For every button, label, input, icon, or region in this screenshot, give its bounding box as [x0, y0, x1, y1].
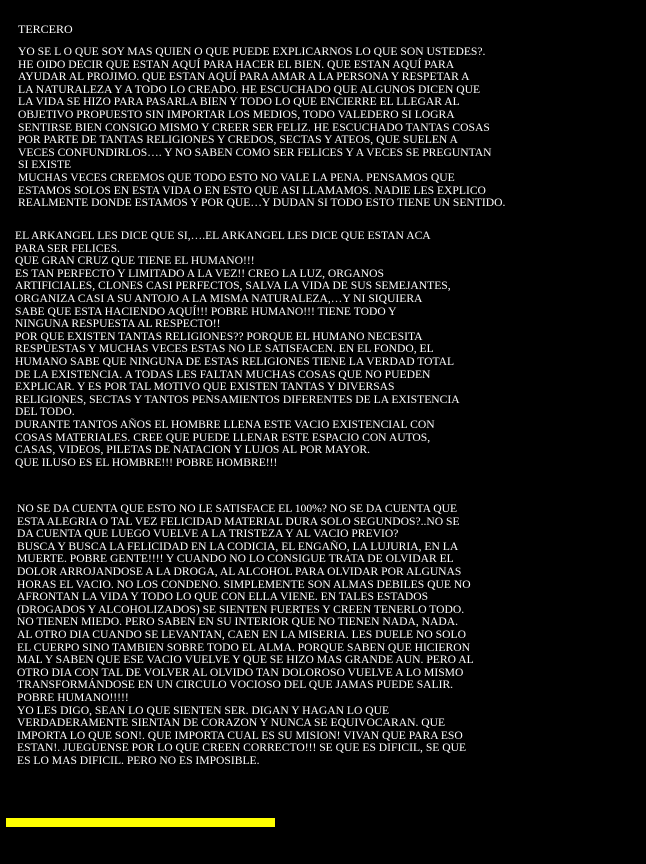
text-line: SI EXISTE [18, 158, 72, 172]
text-line: CASAS, VIDEOS, PILETAS DE NATACION Y LUJOS AL POR MAYOR. [15, 443, 371, 457]
text-line: VECES CONFUNDIRLOS…. Y NO SABEN COMO SER FELICES Y A VECES SE PREGUNTAN [18, 145, 492, 159]
text-line: RESPUESTAS Y MUCHAS VECES ESTAS NO LE SATISFACEN. EN EL FONDO, EL [15, 342, 434, 356]
text-line: EL ARKANGEL LES DICE QUE SI,….EL ARKANGEL LES DICE QUE ESTAN ACA [15, 229, 431, 242]
text-line: HE OIDO DECIR QUE ESTAN AQUÍ PARA HACER EL BIEN. QUE ESTAN AQUÍ PARA [18, 57, 455, 71]
yellow-highlight-bar [6, 818, 275, 827]
paragraph-2 [15, 230, 460, 469]
paragraph-1 [18, 46, 505, 210]
text-line: OBJETIVO PROPUESTO SIN IMPORTAR LOS MEDIOS, TODO VALEDERO SI LOGRA [18, 107, 455, 121]
text-line: HUMANO SABE QUE NINGUNA DE ESTAS RELIGIONES TIENE LA VERDAD TOTAL [15, 354, 455, 368]
text-line: POR QUE EXISTEN TANTAS RELIGIONES?? PORQUE EL HUMANO NECESITA [15, 329, 423, 343]
text-line: AFRONTAN LA VIDA Y TODO LO QUE CON ELLA VIENE. EN TALES ESTADOS [17, 590, 429, 604]
text-line: ARTIFICIALES, CLONES CASI PERFECTOS, SALVA LA VIDA DE SUS SEMEJANTES, [15, 279, 451, 293]
text-line: ES LO MAS DIFICIL. PERO NO ES IMPOSIBLE. [17, 753, 260, 767]
text-line: DEL TODO. [15, 405, 75, 419]
text-line: POR PARTE DE TANTAS RELIGIONES Y CREDOS, SECTAS Y ATEOS, QUE SUELEN A [18, 133, 458, 147]
text-line: DE LA EXISTENCIA. A TODAS LES FALTAN MUCHAS COSAS QUE NO PUEDEN [15, 367, 431, 381]
text-line: IMPORTA LO QUE SON!. QUE IMPORTA CUAL ES SU MISION! VIVAN QUE PARA ESO [17, 728, 463, 742]
text-line: NINGUNA RESPUESTA AL RESPECTO!! [15, 317, 221, 331]
text-line: VERDADERAMENTE SIENTAN DE CORAZON Y NUNCA SE EQUIVOCARAN. QUE [17, 716, 446, 730]
text-line: DOLOR ARROJANDOSE A LA DROGA, AL ALCOHOL PARA OLVIDAR POR ALGUNAS [17, 564, 462, 578]
text-line: ORGANIZA CASI A SU ANTOJO A LA MISMA NATURALEZA,…Y NI SIQUIERA [15, 291, 423, 305]
text-line: BUSCA Y BUSCA LA FELICIDAD EN LA CODICIA, EL ENGAÑO, LA LUJURIA, EN LA [17, 539, 459, 553]
text-line: YO LES DIGO, SEAN LO QUE SIENTEN SER. DIGAN Y HAGAN LO QUE [17, 703, 390, 717]
text-line: NO TIENEN MIEDO. PERO SABEN EN SU INTERIOR QUE NO TIENEN NADA, NADA. [17, 615, 459, 629]
text-line: COSAS MATERIALES. CREE QUE PUEDE LLENAR ESTE ESPACIO CON AUTOS, [15, 430, 431, 444]
text-line: ESTAMOS SOLOS EN ESTA VIDA O EN ESTO QUE ASI LLAMAMOS. NADIE LES EXPLICO [18, 183, 486, 197]
text-line: OTRO DIA CON TAL DE VOLVER AL OLVIDO TAN DOLOROSO VUELVE A LO MISMO [17, 665, 464, 679]
text-line: QUE ILUSO ES EL HOMBRE!!! POBRE HOMBRE!!! [15, 455, 278, 469]
document-title: TERCERO [18, 22, 73, 36]
text-line: SABE QUE ESTA HACIENDO AQUÍ!!! POBRE HUMANO!!! TIENE TODO Y [15, 304, 397, 318]
text-line: MUCHAS VECES CREEMOS QUE TODO ESTO NO VALE LA PENA. PENSAMOS QUE [18, 170, 455, 184]
text-line: AL OTRO DIA CUANDO SE LEVANTAN, CAEN EN LA MISERIA. LES DUELE NO SOLO [17, 627, 466, 641]
text-line: EL CUERPO SINO TAMBIEN SOBRE TODO EL ALMA. PORQUE SABEN QUE HICIERON [17, 640, 470, 654]
text-line: POBRE HUMANO!!!!! [17, 690, 129, 704]
paragraph-3 [17, 503, 474, 767]
text-line: LA VIDA SE HIZO PARA PASARLA BIEN Y TODO LO QUE ENCIERRE EL LLEGAR AL [18, 95, 460, 109]
text-line: NO SE DA CUENTA QUE ESTO NO LE SATISFACE EL 100%? NO SE DA CUENTA QUE [17, 502, 458, 515]
text-line: DA CUENTA QUE LUEGO VUELVE A LA TRISTEZA Y AL VACIO PREVIO? [17, 527, 399, 541]
text-line: SENTIRSE BIEN CONSIGO MISMO Y CREER SER FELIZ. HE ESCUCHADO TANTAS COSAS [18, 120, 490, 134]
text-line: PARA SER FELICES. [15, 241, 120, 255]
text-line: QUE GRAN CRUZ QUE TIENE EL HUMANO!!! [15, 254, 255, 268]
text-line: MAL Y SABEN QUE ESE VACIO VUELVE Y QUE SE HIZO MAS GRANDE AUN. PERO AL [17, 653, 474, 667]
text-line: TRANSFORMÁNDOSE EN UN CIRCULO VOCIOSO DEL QUE JAMAS PUEDE SALIR. [17, 678, 454, 692]
text-line: HORAS EL VACIO. NO LOS CONDENO. SIMPLEMENTE SON ALMAS DEBILES QUE NO [17, 577, 471, 591]
text-line: YO SE L O QUE SOY MAS QUIEN O QUE PUEDE EXPLICARNOS LO QUE SON USTEDES?. [18, 45, 486, 58]
text-line: LA NATURALEZA Y A TODO LO CREADO. HE ESCUCHADO QUE ALGUNOS DICEN QUE [18, 82, 481, 96]
text-line: REALMENTE DONDE ESTAMOS Y POR QUE…Y DUDAN SI TODO ESTO TIENE UN SENTIDO. [18, 196, 506, 210]
text-line: ESTA ALEGRIA O TAL VEZ FELICIDAD MATERIAL DURA SOLO SEGUNDOS?..NO SE [17, 514, 460, 528]
text-line: (DROGADOS Y ALCOHOLIZADOS) SE SIENTEN FUERTES Y CREEN TENERLO TODO. [17, 602, 465, 616]
text-line: ES TAN PERFECTO Y LIMITADO A LA VEZ!! CREO LA LUZ, ORGANOS [15, 266, 384, 280]
text-line: EXPLICAR. Y ES POR TAL MOTIVO QUE EXISTEN TANTAS Y DIVERSAS [15, 380, 395, 394]
text-line: RELIGIONES, SECTAS Y TANTOS PENSAMIENTOS DIFERENTES DE LA EXISTENCIA [15, 392, 460, 406]
text-line: MUERTE. POBRE GENTE!!!! Y CUANDO NO LO CONSIGUE TRATA DE OLVIDAR EL [17, 552, 454, 566]
text-line: ESTAN!. JUEGUENSE POR LO QUE CREEN CORRECTO!!! SE QUE ES DIFICIL, SE QUE [17, 741, 467, 755]
text-line: DURANTE TANTOS AÑOS EL HOMBRE LLENA ESTE VACIO EXISTENCIAL CON [15, 417, 435, 431]
text-line: AYUDAR AL PROJIMO. QUE ESTAN AQUÍ PARA AMAR A LA PERSONA Y RESPETAR A [18, 70, 470, 84]
